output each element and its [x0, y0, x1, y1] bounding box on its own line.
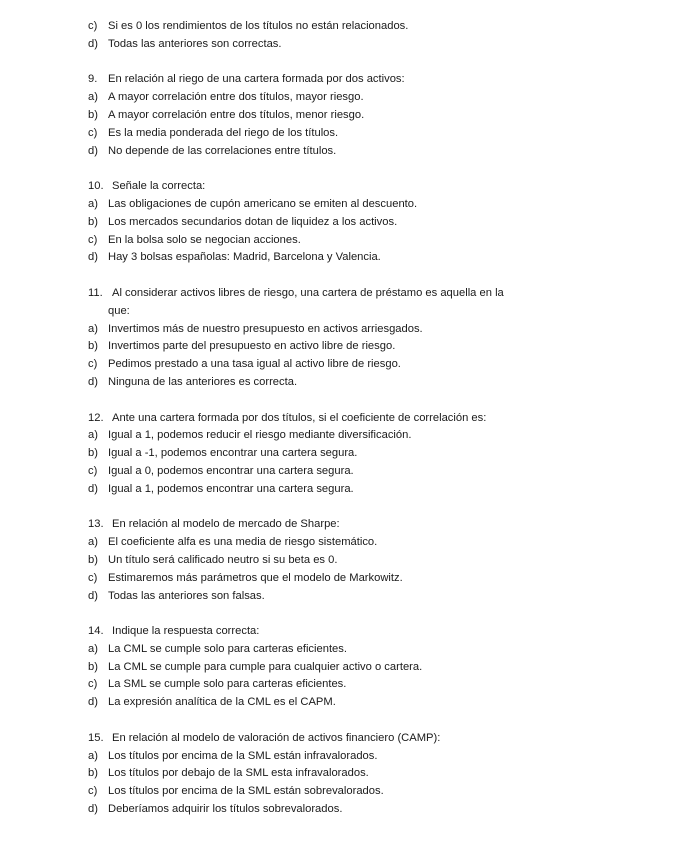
option-row [88, 125, 648, 143]
option-text: A mayor correlación entre dos títulos, mayor riesgo. [108, 91, 364, 104]
option-label: d) [88, 37, 98, 50]
question-number: 14. [88, 625, 104, 638]
option-text: La CML se cumple para cumple para cualquier activo o cartera. [108, 660, 423, 673]
option-text: Igual a 1, podemos encontrar una cartera segura. [108, 482, 354, 495]
spacer [88, 54, 648, 72]
option-row [88, 748, 648, 766]
option-row [88, 36, 648, 54]
question-number: 11. [88, 286, 103, 299]
option-label: c) [88, 358, 98, 371]
option-text: Las obligaciones de cupón americano se emiten al descuento. [108, 197, 418, 210]
option-row [88, 445, 648, 463]
option-label: b) [88, 553, 98, 566]
option-label: c) [88, 126, 98, 139]
question-title [88, 623, 648, 641]
option-row [88, 427, 648, 445]
option-text: El coeficiente alfa es una media de riesgo sistemático. [108, 536, 378, 549]
option-text: Todas las anteriores son correctas. [108, 37, 282, 50]
question-text: Al considerar activos libres de riesgo, una cartera de préstamo es aquella en la [112, 286, 504, 299]
option-row [88, 249, 648, 267]
question-text: En relación al modelo de mercado de Sharpe: [112, 518, 340, 531]
option-label: c) [88, 785, 98, 798]
option-label: b) [88, 215, 98, 228]
question-text: Ante una cartera formada por dos títulos, si el coeficiente de correlación es: [112, 411, 487, 424]
question-text: Señale la correcta: [112, 180, 206, 193]
question-number: 13. [88, 518, 104, 531]
option-text: Igual a -1, podemos encontrar una cartera segura. [108, 447, 358, 460]
option-text: Igual a 0, podemos encontrar una cartera segura. [108, 464, 354, 477]
option-label: c) [88, 678, 98, 691]
option-row [88, 570, 648, 588]
option-row [88, 783, 648, 801]
option-text: Igual a 1, podemos reducir el riesgo mediante diversificación. [108, 429, 412, 442]
option-row [88, 801, 648, 819]
option-label: c) [88, 464, 98, 477]
question-number: 9. [88, 73, 98, 86]
option-text: La SML se cumple solo para carteras eficientes. [108, 678, 347, 691]
option-row [88, 694, 648, 712]
option-label: b) [88, 767, 98, 780]
option-text: Los títulos por encima de la SML están sobrevalorados. [108, 785, 384, 798]
option-label: d) [88, 482, 98, 495]
question-title [88, 410, 648, 428]
option-text: Deberíamos adquirir los títulos sobrevalorados. [108, 803, 343, 816]
option-label: d) [88, 589, 98, 602]
option-row [88, 588, 648, 606]
option-text: Un título será calificado neutro si su beta es 0. [108, 553, 338, 566]
question-title [88, 730, 648, 748]
spacer [88, 160, 648, 178]
option-label: c) [88, 233, 98, 246]
option-label: a) [88, 749, 98, 762]
option-row [88, 481, 648, 499]
option-row [88, 641, 648, 659]
option-row [88, 143, 648, 161]
option-label: a) [88, 91, 98, 104]
question-title [88, 71, 648, 89]
spacer [88, 499, 648, 517]
option-row [88, 463, 648, 481]
question-title [88, 516, 648, 534]
option-label: d) [88, 375, 98, 388]
spacer [88, 392, 648, 410]
option-text: Los títulos por debajo de la SML esta infravalorados. [108, 767, 369, 780]
spacer [88, 712, 648, 730]
option-label: d) [88, 144, 98, 157]
exam-page [88, 18, 648, 819]
option-text: Hay 3 bolsas españolas: Madrid, Barcelona y Valencia. [108, 251, 381, 264]
option-row [88, 338, 648, 356]
option-label: d) [88, 696, 98, 709]
option-label: c) [88, 571, 98, 584]
option-label: d) [88, 803, 98, 816]
option-row [88, 196, 648, 214]
option-label: b) [88, 108, 98, 121]
option-text: Los mercados secundarios dotan de liquidez a los activos. [108, 215, 398, 228]
option-row [88, 107, 648, 125]
question-number: 10. [88, 180, 104, 193]
option-row [88, 356, 648, 374]
option-text: Ninguna de las anteriores es correcta. [108, 375, 298, 388]
option-label: c) [88, 20, 98, 32]
question-title [88, 178, 648, 196]
spacer [88, 267, 648, 285]
question-text-cont: que: [108, 304, 130, 317]
option-text: Si es 0 los rendimientos de los títulos no están relacionados. [108, 20, 409, 32]
option-text: En la bolsa solo se negocian acciones. [108, 233, 301, 246]
option-row [88, 89, 648, 107]
option-row [88, 659, 648, 677]
option-text: Invertimos parte del presupuesto en activo libre de riesgo. [108, 340, 396, 353]
option-label: a) [88, 322, 98, 335]
option-row [88, 765, 648, 783]
option-label: b) [88, 340, 98, 353]
option-label: a) [88, 642, 98, 655]
option-text: Es la media ponderada del riego de los títulos. [108, 126, 339, 139]
option-label: a) [88, 429, 98, 442]
option-text: La CML se cumple solo para carteras eficientes. [108, 642, 347, 655]
option-text: Invertimos más de nuestro presupuesto en activos arriesgados. [108, 322, 423, 335]
question-text: En relación al riego de una cartera formada por dos activos: [108, 73, 405, 86]
option-label: b) [88, 447, 98, 460]
option-text: La expresión analítica de la CML es el CAPM. [108, 696, 336, 709]
option-text: Los títulos por encima de la SML están infravalorados. [108, 749, 378, 762]
option-row [88, 534, 648, 552]
option-row [88, 552, 648, 570]
option-text: Todas las anteriores son falsas. [108, 589, 265, 602]
option-row [88, 214, 648, 232]
option-text: No depende de las correlaciones entre títulos. [108, 144, 337, 157]
question-number: 15. [88, 731, 104, 744]
option-text: Pedimos prestado a una tasa igual al activo libre de riesgo. [108, 358, 401, 371]
option-label: d) [88, 251, 98, 264]
question-title-continuation [88, 303, 648, 321]
question-text: Indique la respuesta correcta: [112, 625, 260, 638]
question-title [88, 285, 648, 303]
option-row [88, 676, 648, 694]
spacer [88, 605, 648, 623]
option-row [88, 232, 648, 250]
option-label: a) [88, 536, 98, 549]
option-text: A mayor correlación entre dos títulos, menor riesgo. [108, 108, 365, 121]
question-text: En relación al modelo de valoración de activos financiero (CAMP): [112, 731, 441, 744]
option-row [88, 321, 648, 339]
question-number: 12. [88, 411, 104, 424]
option-row [88, 374, 648, 392]
option-text: Estimaremos más parámetros que el modelo de Markowitz. [108, 571, 403, 584]
option-label: a) [88, 197, 98, 210]
option-label: b) [88, 660, 98, 673]
option-row [88, 18, 648, 36]
